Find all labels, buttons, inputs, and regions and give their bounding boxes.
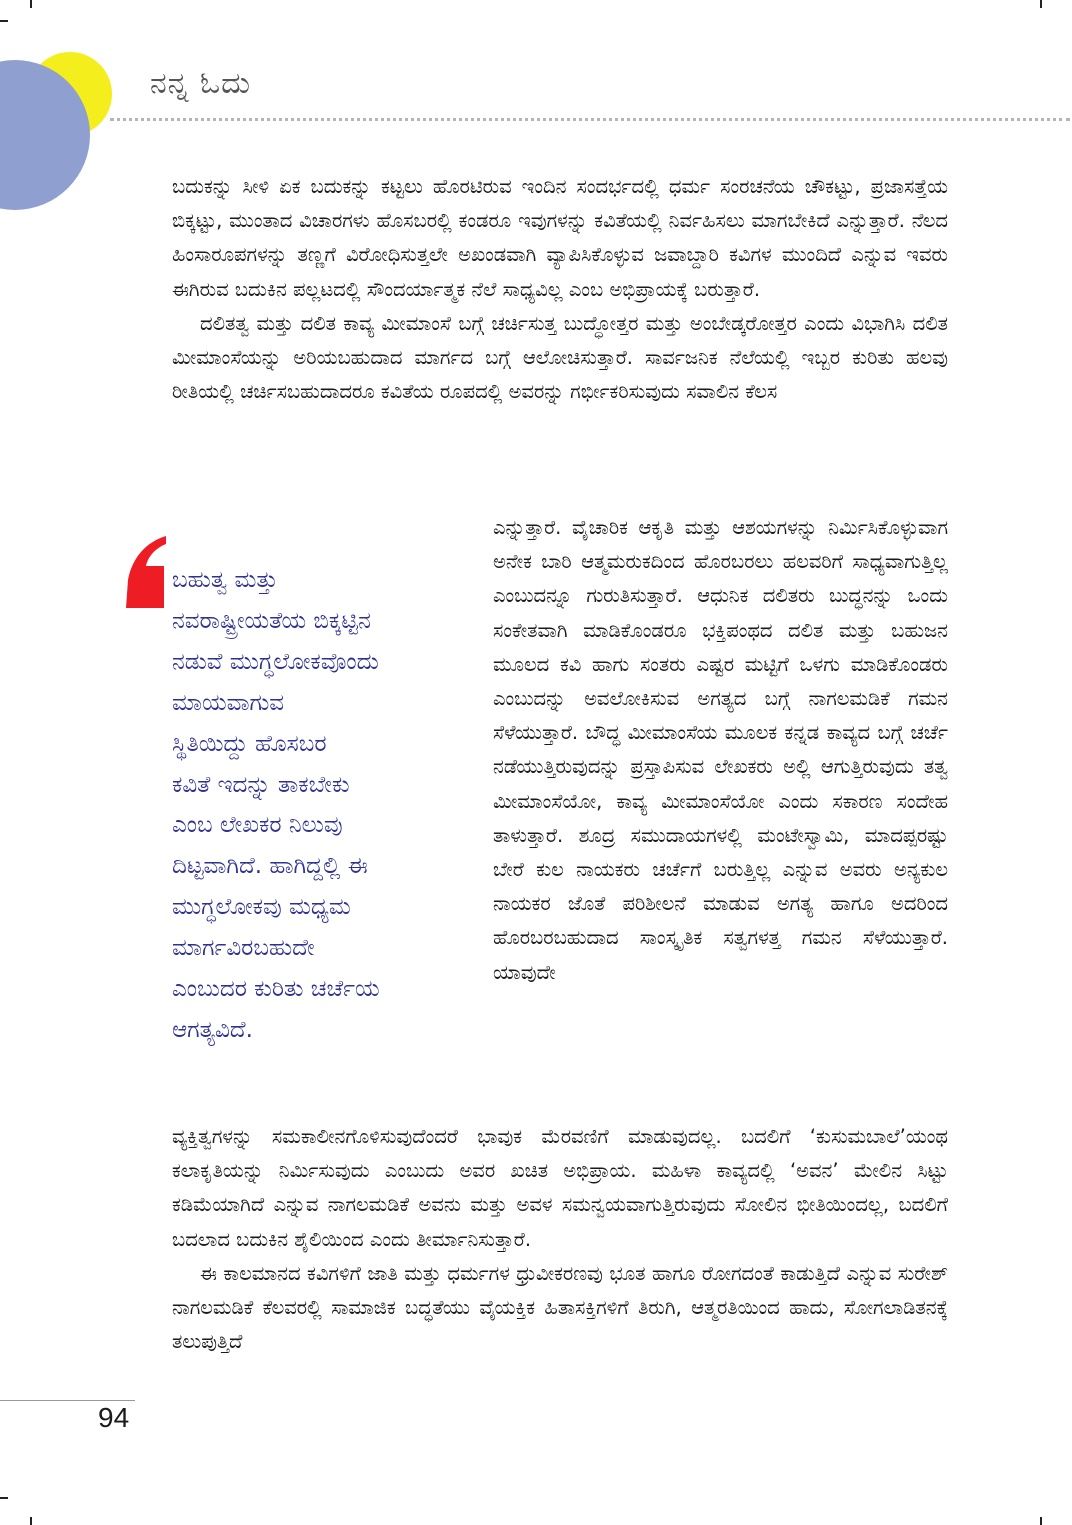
crop-mark xyxy=(1040,0,1042,8)
pull-quote-line: ಆಗತ್ಯವಿದೆ. xyxy=(172,1016,253,1043)
crop-mark xyxy=(1040,1517,1042,1525)
pull-quote-line: ಎಂಬ ಲೇಖಕರ ನಿಲುವು xyxy=(172,812,343,839)
crop-mark xyxy=(30,1517,32,1525)
bottom-text-block xyxy=(172,1120,948,1359)
crop-mark xyxy=(0,1497,8,1499)
header-dotted-rule xyxy=(110,118,1070,121)
section-title: ನನ್ನ ಓದು xyxy=(150,66,252,101)
paragraph-1: ಬದುಕನ್ನು ಸೀಳಿ ಏಕ ಬದುಕನ್ನು ಕಟ್ಟಲು ಹೊರಟಿರುವ ಇಂದಿನ ಸಂದರ್ಭದಲ್ಲಿ ಧರ್ಮ ಸಂರಚನೆಯ ಚೌಕಟ್ಟು, ಪ್ರಜಾಸತ್ತೆಯ ಬಿಕ್ಕಟ್ಟು, ಮುಂತಾದ ವಿಚಾರಗಳು ಹೊಸಬರಲ್ಲಿ ಕಂಡರೂ ಇವುಗಳನ್ನು ಕವಿತೆಯಲ್ಲಿ ನಿರ್ವಹಿಸಲು ಮಾಗಬೇಕಿದೆ ಎನ್ನುತ್ತಾರೆ. ನೆಲದ ಹಿಂಸಾರೂಪಗಳನ್ನು ತಣ್ಣಗೆ ವಿರೋಧಿಸುತ್ತಲೇ ಅಖಂಡವಾಗಿ ವ್ಯಾಪಿಸಿಕೊಳ್ಳುವ ಜವಾಬ್ದಾರಿ ಕವಿಗಳ ಮುಂದಿದೆ ಎನ್ನುವ ಇವರು ಈಗಿರುವ ಬದುಕಿನ ಪಲ್ಲಟದಲ್ಲಿ ಸೌಂದರ್ಯಾತ್ಮಕ ನೆಲೆ ಸಾಧ್ಯವಿಲ್ಲ ಎಂಬ ಅಭಿಪ್ರಾಯಕ್ಕೆ ಬರುತ್ತಾರೆ. xyxy=(172,175,948,301)
pull-quote-line: ಮಾರ್ಗವಿರಬಹುದೇ xyxy=(172,935,315,962)
pull-quote-line: ಕವಿತೆ ಇದನ್ನು ತಾಕಬೇಕು xyxy=(172,771,350,798)
pull-quote-line: ದಿಟ್ಟವಾಗಿದೆ. ಹಾಗಿದ್ದಲ್ಲಿ ಈ xyxy=(172,853,368,880)
paragraph-2-end: ವ್ಯಕ್ತಿತ್ವಗಳನ್ನು ಸಮಕಾಲೀನಗೊಳಿಸುವುದೆಂದರೆ ಭಾವುಕ ಮೆರವಣಿಗೆ ಮಾಡುವುದಲ್ಲ. ಬದಲಿಗೆ ‘ಕುಸುಮಬಾಲೆ’ಯಂಥ ಕಲಾಕೃತಿಯನ್ನು ನಿರ್ಮಿಸುವುದು ಎಂಬುದು ಅವರ ಖಚಿತ ಅಭಿಪ್ರಾಯ. ಮಹಿಳಾ ಕಾವ್ಯದಲ್ಲಿ ‘ಅವನ’ ಮೇಲಿನ ಸಿಟ್ಟು ಕಡಿಮೆಯಾಗಿದೆ ಎನ್ನುವ ನಾಗಲಮಡಿಕೆ ಅವನು ಮತ್ತು ಅವಳ ಸಮನ್ವಯವಾಗುತ್ತಿರುವುದು ಸೋಲಿನ ಭೀತಿಯಿಂದಲ್ಲ, ಬದಲಿಗೆ ಬದಲಾದ ಬದುಕಿನ ಶೈಲಿಯಿಂದ ಎಂದು ತೀರ್ಮಾನಿಸುತ್ತಾರೆ. xyxy=(172,1125,948,1251)
right-column-text xyxy=(493,511,948,990)
crop-mark xyxy=(30,0,32,8)
pull-quote-line: ಮಾಯವಾಗುವ xyxy=(172,689,285,716)
pull-quote xyxy=(172,560,472,1051)
top-text-block xyxy=(172,170,948,409)
page-number-rule xyxy=(0,1400,135,1401)
quote-mark-icon xyxy=(124,536,166,608)
pull-quote-line: ಬಹುತ್ವ ಮತ್ತು xyxy=(172,567,278,593)
paragraph-2-start: ದಲಿತತ್ವ ಮತ್ತು ದಲಿತ ಕಾವ್ಯ ಮೀಮಾಂಸೆ ಬಗ್ಗೆ ಚರ್ಚಿಸುತ್ತ ಬುದ್ಧೋತ್ತರ ಮತ್ತು ಅಂಬೇಡ್ಕರೋತ್ತರ ಎಂದು ವಿಭಾಗಿಸಿ ದಲಿತ ಮೀಮಾಂಸೆಯನ್ನು ಅರಿಯಬಹುದಾದ ಮಾರ್ಗದ ಬಗ್ಗೆ ಆಲೋಚಿಸುತ್ತಾರೆ. ಸಾರ್ವಜನಿಕ ನೆಲೆಯಲ್ಲಿ ಇಬ್ಬರ ಕುರಿತು ಹಲವು ರೀತಿಯಲ್ಲಿ ಚರ್ಚಿಸಬಹುದಾದರೂ ಕವಿತೆಯ ರೂಪದಲ್ಲಿ ಅವರನ್ನು ಗರ್ಭೀಕರಿಸುವುದು ಸವಾಲಿನ ಕೆಲಸ xyxy=(172,311,948,404)
pull-quote-line: ಎಂಬುದರ ಕುರಿತು ಚರ್ಚೆಯ xyxy=(172,976,380,1003)
paragraph-2-middle: ಎನ್ನುತ್ತಾರೆ. ವೈಚಾರಿಕ ಆಕೃತಿ ಮತ್ತು ಆಶಯಗಳನ್ನು ನಿರ್ಮಿಸಿಕೊಳ್ಳುವಾಗ ಅನೇಕ ಬಾರಿ ಆತ್ಮಮರುಕದಿಂದ ಹೊರಬರಲು ಹಲವರಿಗೆ ಸಾಧ್ಯವಾಗುತ್ತಿಲ್ಲ ಎಂಬುದನ್ನೂ ಗುರುತಿಸುತ್ತಾರೆ. ಆಧುನಿಕ ದಲಿತರು ಬುದ್ಧನನ್ನು ಒಂದು ಸಂಕೇತವಾಗಿ ಮಾಡಿಕೊಂಡರೂ ಭಕ್ತಿಪಂಥದ ದಲಿತ ಮತ್ತು ಬಹುಜನ ಮೂಲದ ಕವಿ ಹಾಗು ಸಂತರು ಎಷ್ಟರ ಮಟ್ಟಿಗೆ ಒಳಗು ಮಾಡಿಕೊಂಡರು ಎಂಬುದನ್ನು ಅವಲೋಕಿಸುವ ಅಗತ್ಯದ ಬಗ್ಗೆ ನಾಗಲಮಡಿಕೆ ಗಮನ ಸೆಳೆಯುತ್ತಾರೆ. ಬೌದ್ಧ ಮೀಮಾಂಸೆಯ ಮೂಲಕ ಕನ್ನಡ ಕಾವ್ಯದ ಬಗ್ಗೆ ಚರ್ಚೆ ನಡೆಯುತ್ತಿರುವುದನ್ನು ಪ್ರಸ್ತಾಪಿಸುವ ಲೇಖಕರು ಅಲ್ಲಿ ಆಗುತ್ತಿರುವುದು ತತ್ವ ಮೀಮಾಂಸೆಯೋ, ಕಾವ್ಯ ಮೀಮಾಂಸೆಯೋ ಎಂದು ಸಕಾರಣ ಸಂದೇಹ ತಾಳುತ್ತಾರೆ. ಶೂದ್ರ ಸಮುದಾಯಗಳಲ್ಲಿ ಮಂಟೇಸ್ವಾಮಿ, ಮಾದಪ್ಪರಷ್ಟು ಬೇರೆ ಕುಲ ನಾಯಕರು ಚರ್ಚೆಗೆ ಬರುತ್ತಿಲ್ಲ ಎನ್ನುವ ಅವರು ಅನ್ಯಕುಲ ನಾಯಕರ ಜೊತೆ ಪರಿಶೀಲನೆ ಮಾಡುವ ಅಗತ್ಯ ಹಾಗೂ ಅದರಿಂದ ಹೊರಬರಬಹುದಾದ ಸಾಂಸ್ಕೃತಿಕ ಸತ್ವಗಳತ್ತ ಗಮನ ಸೆಳೆಯುತ್ತಾರೆ. ಯಾವುದೇ xyxy=(493,516,948,984)
pull-quote-line: ನಡುವೆ ಮುಗ್ಧಲೋಕವೊಂದು xyxy=(172,648,379,675)
crop-mark xyxy=(0,20,8,22)
pull-quote-line: ಸ್ಥಿತಿಯಿದ್ದು ಹೊಸಬರ xyxy=(172,730,327,757)
page-number: 94 xyxy=(98,1402,130,1433)
paragraph-3: ಈ ಕಾಲಮಾನದ ಕವಿಗಳಿಗೆ ಜಾತಿ ಮತ್ತು ಧರ್ಮಗಳ ಧ್ರುವೀಕರಣವು ಭೂತ ಹಾಗೂ ರೋಗದಂತೆ ಕಾಡುತ್ತಿದೆ ಎನ್ನುವ ಸುರೇಶ್ ನಾಗಲಮಡಿಕೆ ಕೆಲವರಲ್ಲಿ ಸಾಮಾಜಿಕ ಬದ್ಧತೆಯು ವೈಯಕ್ತಿಕ ಹಿತಾಸಕ್ತಿಗಳಿಗೆ ತಿರುಗಿ, ಆತ್ಮರತಿಯಿಂದ ಹಾದು, ಸೋಗಲಾಡಿತನಕ್ಕೆ ತಲುಪುತ್ತಿದೆ xyxy=(172,1261,948,1354)
pull-quote-line: ಮುಗ್ಧಲೋಕವು ಮಧ್ಯಮ xyxy=(172,894,351,921)
pull-quote-line: ನವರಾಷ್ಟ್ರೀಯತೆಯ ಬಿಕ್ಕಟ್ಟಿನ xyxy=(172,607,371,634)
